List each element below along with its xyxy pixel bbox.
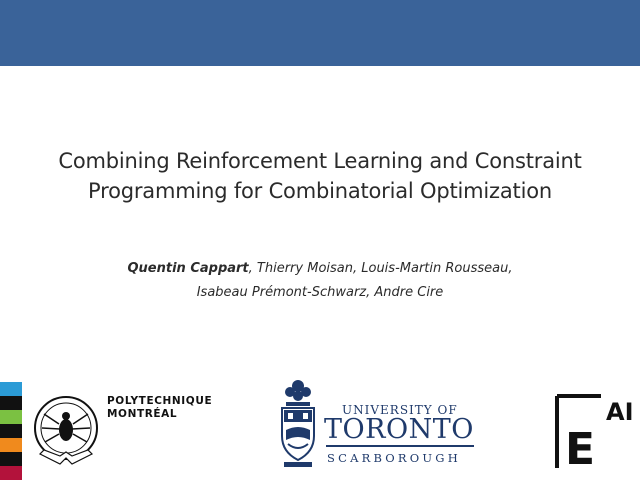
polytechnique-color-stripes (0, 382, 22, 480)
uoft-crest-icon (276, 378, 320, 468)
uoft-line-1: UNIVERSITY OF (342, 403, 458, 417)
polytechnique-seal-icon (30, 392, 102, 470)
stripe-4 (0, 424, 22, 438)
uoft-line-2: TORONTO (324, 414, 474, 445)
eai-text: AI (606, 398, 634, 426)
author-list (0, 257, 640, 305)
stripe-1 (0, 382, 22, 396)
stripe-3 (0, 410, 22, 424)
slide-title (0, 146, 640, 206)
eai-letter: E (565, 424, 596, 470)
authors-line-1-rest: , Thierry Moisan, Louis-Martin Rousseau, (248, 261, 513, 276)
polytechnique-line-2: MONTRÉAL (107, 408, 178, 420)
polytechnique-line-1: POLYTECHNIQUE (107, 395, 213, 407)
eai-logo-icon (555, 394, 603, 470)
title-line-1: Combining Reinforcement Learning and Constraint (58, 149, 582, 173)
authors-line-1 (0, 257, 640, 281)
header-bar (0, 0, 640, 66)
stripe-6 (0, 452, 22, 466)
authors-line-2: Isabeau Prémont-Schwarz, Andre Cire (196, 285, 444, 300)
uoft-divider (326, 445, 474, 447)
presenter-name: Quentin Cappart (127, 261, 249, 276)
stripe-7 (0, 466, 22, 480)
stripe-2 (0, 396, 22, 410)
title-line-2: Programming for Combinatorial Optimization (88, 179, 552, 203)
uoft-line-3: SCARBOROUGH (327, 451, 461, 465)
polytechnique-wordmark (107, 395, 212, 421)
stripe-5 (0, 438, 22, 452)
